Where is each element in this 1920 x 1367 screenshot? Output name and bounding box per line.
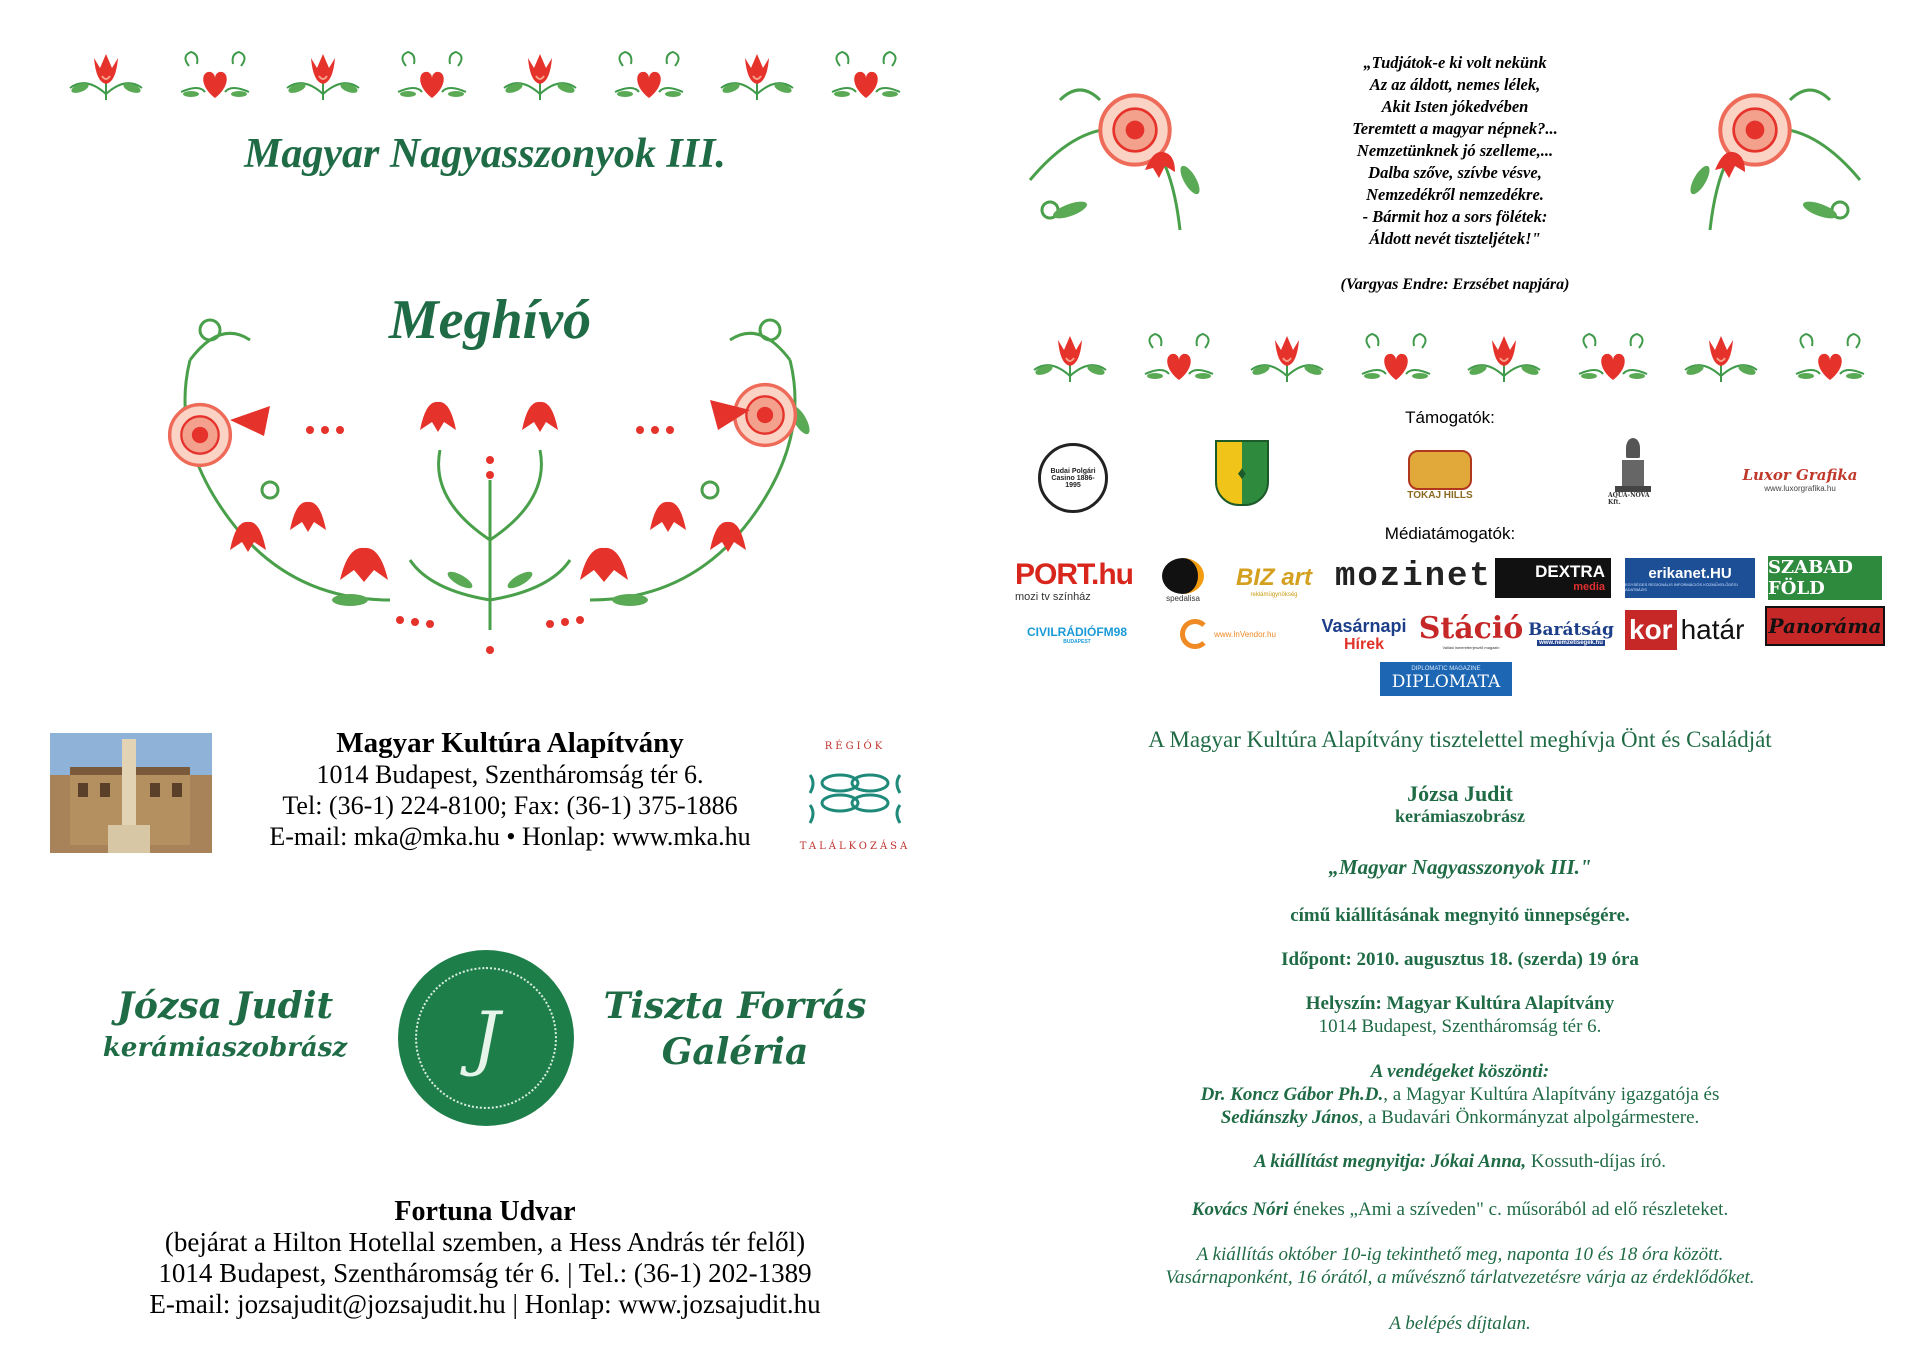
singer-line: [1000, 1198, 1920, 1221]
middle-ornament-border: [1030, 330, 1870, 394]
poem-author: (Vargyas Endre: Erzsébet napjára): [1340, 276, 1570, 293]
venue-address: 1014 Budapest, Szentháromság tér 6.: [1318, 1016, 1602, 1037]
luxor-grafika-logo: Luxor Grafika www.luxorgrafika.hu: [1742, 465, 1858, 493]
foundation-contact: [200, 728, 820, 852]
event-time: Időpont: 2010. augusztus 18. (szerda) 19 óra: [1281, 949, 1639, 970]
aqua-nova-logo: AQUA-NOVA Kft.: [1608, 432, 1658, 512]
entry-note: A belépés díjtalan.: [1389, 1313, 1531, 1334]
regiok-talalkozasa-logo: [800, 735, 910, 855]
greeter-2-name: Sediánszky János: [1220, 1107, 1359, 1128]
exhibition-name: „Magyar Nagyasszonyok III.": [1328, 855, 1592, 879]
building-photo: [50, 733, 212, 853]
poem-line: Teremtett a magyar népnek?...: [1352, 119, 1558, 138]
poem-line: Akit Isten jókedvében: [1381, 97, 1529, 116]
tulip-ornament: [283, 48, 363, 112]
greeting-label: A vendégeket köszönti:: [1370, 1061, 1550, 1082]
erikanet-logo: erikanet.HU EGYSÉGES REGIONÁLIS INFORMÁCIÓS KÖZMŰVELŐDÉSI ADATBÁZIS: [1625, 558, 1755, 598]
gallery-block: [600, 985, 870, 1073]
artist-role-script: kerámiaszobrász: [102, 1033, 348, 1063]
singer-name: Kovács Nóri: [1191, 1199, 1289, 1220]
fortuna-entrance: (bejárat a Hilton Hotellal szemben, a Hess András tér felől): [164, 1227, 806, 1257]
diplomata-logo: DIPLOMATIC MAGAZINE DIPLOMATA: [1380, 662, 1512, 696]
jozsa-judit-seal: [398, 950, 574, 1126]
singer-text: énekes „Ami a szíveden" c. műsorából ad elő részleteket.: [1288, 1199, 1729, 1220]
artist-role: kerámiaszobrász: [1395, 806, 1525, 826]
tulip-ornament: [500, 48, 580, 112]
tulip-ornament: [1464, 330, 1544, 394]
heart-ornament: [1139, 330, 1219, 394]
artist-credit: [1000, 782, 1920, 828]
poem-line: Dalba szőve, szívbe vésve,: [1368, 163, 1542, 182]
artist-block: [100, 985, 350, 1063]
opening-hours-line-2: Vasárnaponként, 16 órától, a művésznő tárlatvezetésre várja az érdeklődőket.: [1165, 1267, 1755, 1288]
invite-line: A Magyar Kultúra Alapítvány tisztelettel meghívja Önt és Családját: [1148, 727, 1772, 752]
tulip-ornament: [1030, 330, 1110, 394]
opening-line: című kiállításának megnyitó ünnepségére.: [1290, 905, 1630, 926]
greeter-1: [1000, 1083, 1920, 1106]
heart-ornament: [609, 48, 689, 112]
opener-label: A kiállítást megnyitja: Jókai Anna,: [1253, 1151, 1527, 1172]
fortuna-contact: [60, 1196, 910, 1320]
corner-flower-right: [1670, 60, 1870, 240]
biz-art-logo: BIZ art reklámügynökség: [1235, 564, 1312, 598]
poem-line: Nemzetünknek jó szelleme,...: [1356, 141, 1554, 160]
greeter-2-role: , a Budavári Önkormányzat alpolgármestere.: [1358, 1107, 1700, 1128]
opening-hours: [1000, 1243, 1920, 1289]
heart-ornament: [392, 48, 472, 112]
gallery-name-line1: Tiszta Forrás: [603, 985, 867, 1027]
shield-icon: ♦: [1237, 462, 1247, 483]
greeting-block: [1000, 1060, 1920, 1129]
tokaj-hills-logo: TOKAJ HILLS: [1390, 445, 1490, 505]
artist-name-script: Józsa Judit: [116, 985, 334, 1027]
sponsors-label: Támogatók:: [1405, 408, 1495, 427]
mozinet-logo: mozinet: [1335, 558, 1492, 596]
szabad-fold-logo: SZABAD FÖLD: [1768, 556, 1882, 600]
dextra-media-logo: DEXTRA media: [1495, 558, 1611, 598]
floral-embroidery-ornament: [150, 300, 830, 670]
panorama-logo: Panoráma: [1765, 606, 1885, 646]
corner-flower-left: [1020, 60, 1220, 240]
heart-ornament: [1356, 330, 1436, 394]
poem-line: - Bármit hoz a sors fölétek:: [1362, 207, 1548, 226]
exhibition-title: Magyar Nagyasszonyok III.: [244, 131, 726, 177]
top-ornament-border: [66, 48, 906, 112]
invitation-heading: Meghívó: [388, 289, 592, 351]
port-hu-logo: PORT.hu mozi tv színház: [1015, 558, 1133, 603]
budai-casino-logo: Budai Polgári Casino 1886-1995: [1038, 443, 1108, 513]
tulip-ornament: [1247, 330, 1327, 394]
heart-ornament: [826, 48, 906, 112]
civil-radio-logo: CIVILRÁDIÓFM98 BUDAPEST: [1026, 625, 1127, 645]
poem-line: Nemzedékről nemzedékre.: [1366, 185, 1544, 204]
foundation-email-web: E-mail: mka@mka.hu • Honlap: www.mka.hu: [269, 822, 751, 851]
opening-hours-line-1: A kiállítás október 10-ig tekinthető meg, naponta 10 és 18 óra között.: [1196, 1244, 1724, 1265]
poem-line: „Tudjátok-e ki volt nekünk: [1363, 53, 1547, 72]
poem-line: Áldott nevét tiszteljétek!": [1369, 229, 1541, 248]
artist-name: Józsa Judit: [1407, 781, 1513, 806]
stacio-logo: Stáció Vallási ismeretterjesztő magazin: [1418, 610, 1524, 650]
greeter-2: [1000, 1106, 1920, 1129]
tulip-ornament: [717, 48, 797, 112]
event-venue: [1000, 992, 1920, 1038]
coat-of-arms-logo: [1215, 440, 1269, 506]
venue-name: Helyszín: Magyar Kultúra Alapítvány: [1305, 993, 1615, 1014]
svg-text:TALÁLKOZÁSA: TALÁLKOZÁSA: [799, 841, 911, 852]
foundation-phone: Tel: (36-1) 224-8100; Fax: (36-1) 375-1886: [282, 791, 738, 820]
fortuna-address-phone: 1014 Budapest, Szentháromság tér 6. | Tel.: (36-1) 202-1389: [158, 1258, 812, 1288]
opener-role: Kossuth-díjas író.: [1526, 1151, 1667, 1172]
korhatar-logo: kor határ: [1625, 606, 1753, 654]
invendor-logo: www.InVendor.hu: [1160, 614, 1296, 654]
baratsag-logo: Barátság www.nemzetisegek.hu: [1528, 620, 1614, 646]
media-sponsors-label: Médiatámogatók:: [1384, 524, 1516, 543]
fortuna-name: Fortuna Udvar: [394, 1196, 576, 1227]
poem: [1230, 52, 1680, 250]
tulip-ornament: [1681, 330, 1761, 394]
greeter-1-role: , a Magyar Kultúra Alapítvány igazgatója és: [1383, 1084, 1720, 1105]
foundation-name: Magyar Kultúra Alapítvány: [336, 727, 684, 759]
greeter-1-name: Dr. Koncz Gábor Ph.D.: [1200, 1084, 1384, 1105]
fortuna-email-web: E-mail: jozsajudit@jozsajudit.hu | Honlap: www.jozsajudit.hu: [149, 1289, 821, 1319]
svg-text:RÉGIÓK: RÉGIÓK: [824, 741, 886, 752]
foundation-address: 1014 Budapest, Szentháromság tér 6.: [316, 760, 704, 789]
gallery-name-line2: Galéria: [661, 1031, 809, 1073]
heart-ornament: [1573, 330, 1653, 394]
heart-ornament: [175, 48, 255, 112]
seal-initial: J: [471, 997, 501, 1079]
tulip-ornament: [66, 48, 146, 112]
poem-line: Az az áldott, nemes lélek,: [1369, 75, 1541, 94]
opener-line: [1000, 1150, 1920, 1173]
heart-ornament: [1790, 330, 1870, 394]
vasarnapi-hirek-logo: Vasárnapi Hírek: [1321, 616, 1407, 653]
spedalisa-logo: spedalisa: [1155, 552, 1211, 608]
